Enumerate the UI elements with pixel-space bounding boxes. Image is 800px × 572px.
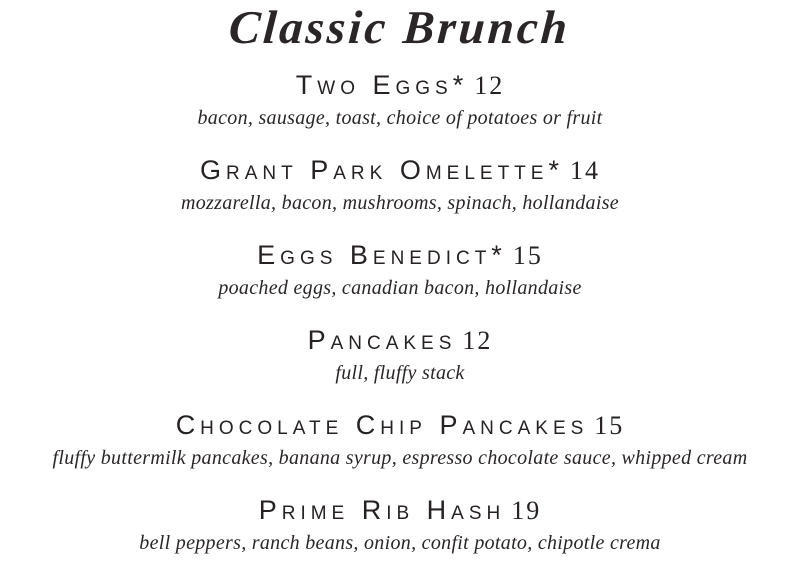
item-name: Prime Rib Hash <box>258 495 506 525</box>
item-price: 15 <box>594 411 625 440</box>
item-header <box>139 495 660 526</box>
item-header <box>198 70 603 101</box>
menu-item-two-eggs <box>198 70 603 130</box>
menu-item-grant-park-omelette <box>181 155 619 215</box>
menu-item-prime-rib-hash <box>139 495 660 555</box>
item-name: Two Eggs* <box>295 70 469 100</box>
menu-item-chocolate-chip-pancakes <box>53 410 748 470</box>
item-description: poached eggs, canadian bacon, hollandaise <box>218 277 582 299</box>
item-price: 12 <box>474 71 505 100</box>
item-header <box>218 240 581 271</box>
menu-title: Classic Brunch <box>227 2 573 54</box>
item-header <box>53 410 748 441</box>
item-price: 19 <box>511 496 542 525</box>
menu-item-pancakes <box>308 325 493 385</box>
item-header <box>308 325 493 356</box>
item-price: 12 <box>462 326 493 355</box>
item-description: bacon, sausage, toast, choice of potatoes or fruit <box>197 107 603 129</box>
item-description: fluffy buttermilk pancakes, banana syrup, espresso chocolate sauce, whipped cream <box>52 447 748 469</box>
item-price: 14 <box>569 156 600 185</box>
item-description: bell peppers, ranch beans, onion, confit potato, chipotle crema <box>139 532 661 554</box>
item-description: full, fluffy stack <box>335 362 465 384</box>
item-name: Pancakes <box>307 325 457 355</box>
item-price: 15 <box>512 241 543 270</box>
item-header <box>181 155 619 186</box>
item-name: Eggs Benedict* <box>257 240 507 270</box>
item-name: Chocolate Chip Pancakes <box>175 410 589 440</box>
menu-item-eggs-benedict <box>218 240 581 300</box>
item-description: mozzarella, bacon, mushrooms, spinach, hollandaise <box>181 192 619 214</box>
item-name: Grant Park Omelette* <box>200 155 564 185</box>
